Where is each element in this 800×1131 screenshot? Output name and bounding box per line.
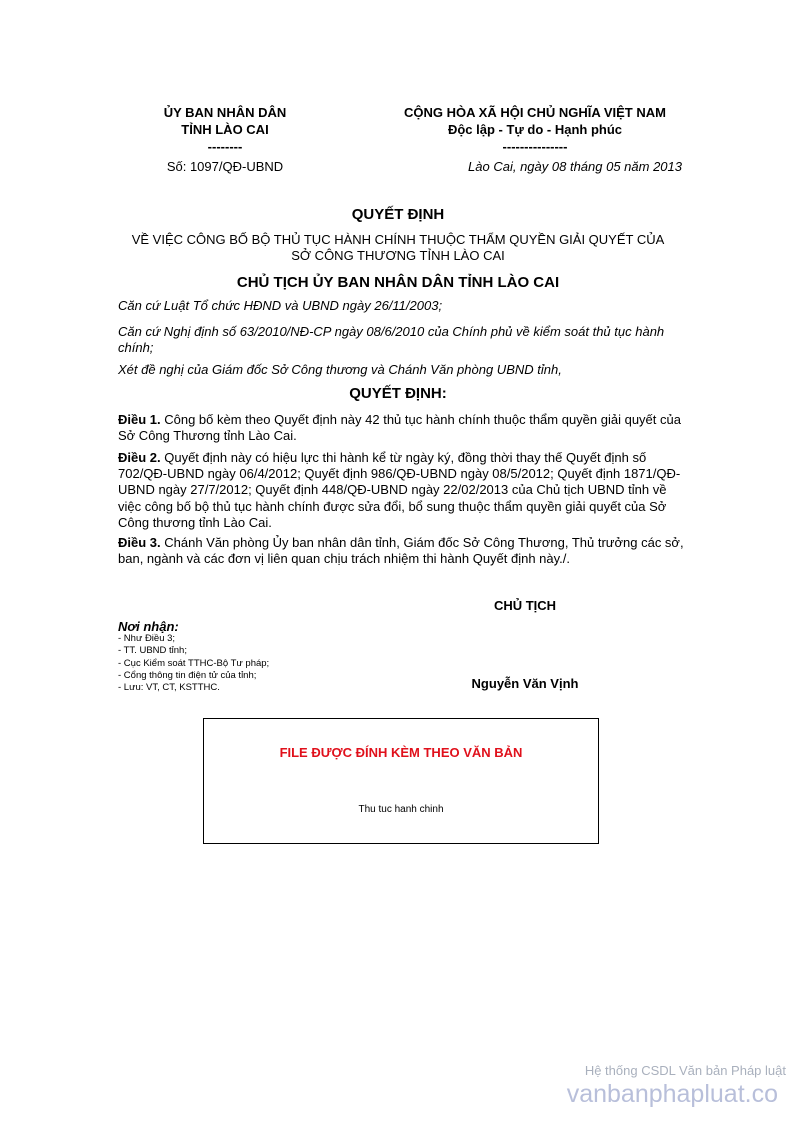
attachment-box: [203, 718, 599, 844]
article-2-label: Điều 2.: [118, 450, 161, 465]
article-1-text: Công bố kèm theo Quyết định này 42 thủ tục hành chính thuộc thẩm quyền giải quyết của Sở Công Thương tỉnh Lào Cai.: [118, 412, 681, 444]
recipient-item: - TT. UBND tỉnh;: [118, 645, 187, 657]
document-subject-line2: SỞ CÔNG THƯƠNG TỈNH LÀO CAI: [291, 248, 505, 263]
document-subject-line1: VỀ VIỆC CÔNG BỐ BỘ THỦ TỤC HÀNH CHÍNH THUỘC THẨM QUYỀN GIẢI QUYẾT CỦA: [131, 232, 665, 247]
legal-basis-2: Căn cứ Nghị định số 63/2010/NĐ-CP ngày 08/6/2010 của Chính phủ về kiểm soát thủ tục hành chính;: [118, 324, 665, 355]
attachment-title: FILE ĐƯỢC ĐÍNH KÈM THEO VĂN BẢN: [279, 745, 523, 760]
recipients-list: [118, 633, 269, 694]
legal-basis-1: Căn cứ Luật Tổ chức HĐND và UBND ngày 26/11/2003;: [118, 298, 443, 313]
article-3-label: Điều 3.: [118, 535, 161, 550]
signer-position: CHỦ TỊCH: [493, 598, 557, 613]
recipient-item: - Lưu: VT, CT, KSTTHC.: [118, 682, 220, 694]
signer-name: Nguyễn Văn Vịnh: [471, 676, 579, 691]
article-1: [118, 412, 688, 444]
issuing-authority-rule: --------: [207, 139, 243, 154]
recipient-item: - Cổng thông tin điện tử của tỉnh;: [118, 669, 257, 681]
document-number: Số: 1097/QĐ-UBND: [166, 159, 284, 174]
issuing-authority-line2: TỈNH LÀO CAI: [181, 122, 269, 137]
document-subject: [118, 232, 678, 264]
article-3-text: Chánh Văn phòng Ủy ban nhân dân tỉnh, Giám đốc Sở Công Thương, Thủ trưởng các sở, ban, ngành và các đơn vị liên quan chịu trách nhiệm thi hành Quyết định này./.: [118, 535, 684, 567]
document-title: QUYẾT ĐỊNH: [351, 206, 445, 223]
issuing-authority-heading: CHỦ TỊCH ỦY BAN NHÂN DÂN TỈNH LÀO CAI: [236, 274, 560, 291]
article-3: [118, 535, 688, 567]
article-2: [118, 450, 688, 531]
decision-heading: QUYẾT ĐỊNH:: [349, 385, 447, 402]
article-2-text: Quyết định này có hiệu lực thi hành kể từ ngày ký, đồng thời thay thế Quyết định số 702/QĐ-UBND ngày 06/4/2012; Quyết định 986/QĐ-UBND ngày 08/5/2012; Quyết định 1871/QĐ-UBND ngày 27/7/2012; Quyết định 448/QĐ-UBND ngày 22/02/2013 của Chủ tịch UBND tỉnh về việc công bố bộ thủ tục hành chính được sửa đổi, bổ sung thuộc thẩm quyền giải quyết của Sở Công thương tỉnh Lào Cai.: [118, 450, 681, 530]
issuing-authority-line1: ỦY BAN NHÂN DÂN: [163, 105, 287, 120]
national-motto: [360, 104, 710, 155]
attachment-file-link[interactable]: Thu tuc hanh chinh: [358, 804, 444, 815]
recipients-title: Nơi nhận:: [118, 619, 179, 634]
issuing-authority: [130, 104, 320, 155]
national-motto-rule: ---------------: [502, 139, 568, 154]
recipient-item: - Như Điều 3;: [118, 633, 176, 644]
watermark-site: vanbanphapluat.co: [566, 1080, 778, 1108]
recipient-item: - Cục Kiểm soát TTHC-Bộ Tư pháp;: [118, 657, 270, 669]
national-motto-line1: CỘNG HÒA XÃ HỘI CHỦ NGHĨA VIỆT NAM: [404, 105, 666, 120]
watermark-caption: Hệ thống CSDL Văn bản Pháp luật: [584, 1063, 786, 1078]
national-motto-line2: Độc lập - Tự do - Hạnh phúc: [447, 122, 623, 137]
legal-basis-3: Xét đề nghị của Giám đốc Sở Công thương và Chánh Văn phòng UBND tỉnh,: [118, 362, 562, 377]
place-and-date: Lào Cai, ngày 08 tháng 05 năm 2013: [468, 159, 682, 174]
article-1-label: Điều 1.: [118, 412, 161, 427]
